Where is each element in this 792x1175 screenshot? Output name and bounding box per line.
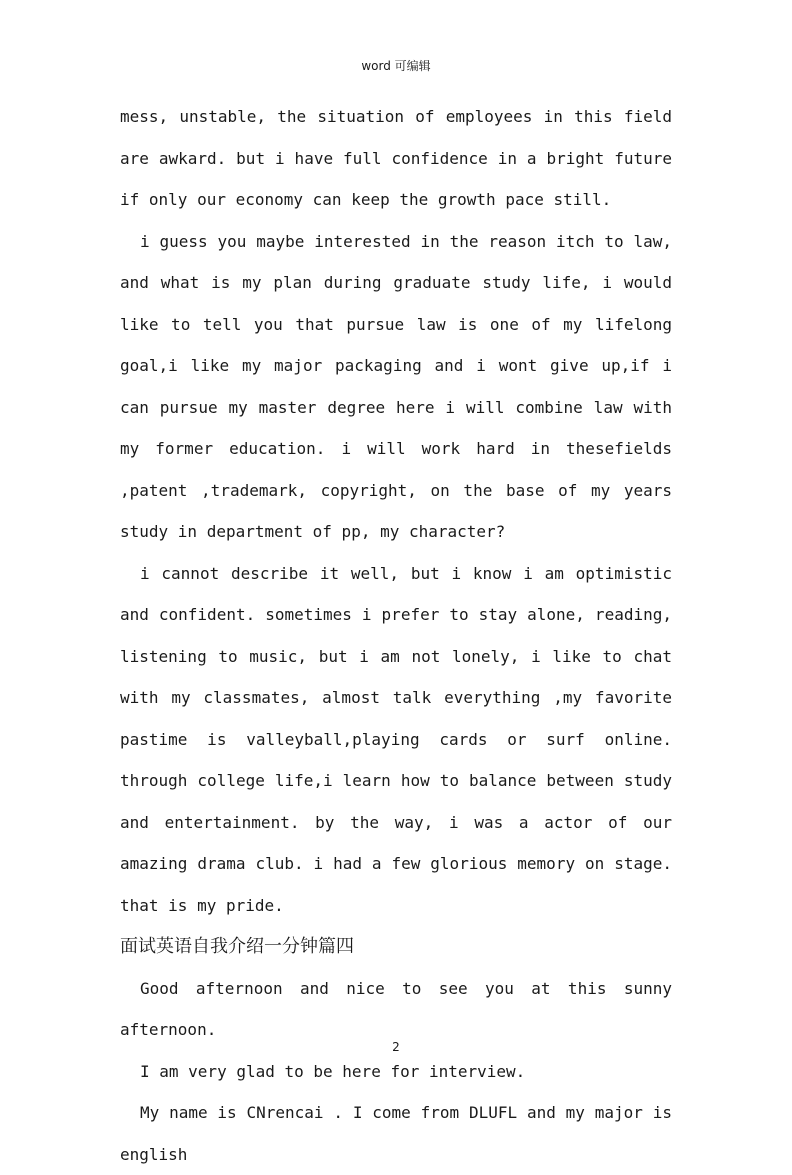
page-number: 2 [392,1040,400,1054]
page-header: word 可编辑 [361,59,431,73]
section-paragraph-1: Good afternoon and nice to see you at this sunny afternoon. [120,978,672,1039]
section-paragraph-3: My name is CNrencai . I come from DLUFL and my major is english [120,1103,672,1164]
paragraph-1: mess, unstable, the situation of employees in this field are awkard. but i have full confidence in a bright future if only our economy can keep the growth pace still. [120,107,672,209]
section-heading: 面试英语自我介绍一分钟篇四 [120,936,354,957]
paragraph-3: i cannot describe it well, but i know i am optimistic and confident. sometimes i prefer to stay alone, reading, listening to music, but i am not lonely, i like to chat with my classmates, almost talk everything ,my favorite pastime is valleyball,playing cards or surf online. through college life,i learn how to balance between study and entertainment. by the way, i was a actor of our amazing drama club. i had a few glorious memory on stage. that is my pride. [120,563,672,915]
paragraph-2: i guess you maybe interested in the reason itch to law, and what is my plan during graduate study life, i would like to tell you that pursue law is one of my lifelong goal,i like my major packaging and i wont give up,if i can pursue my master degree here i will combine law with my former education. i will work hard in thesefields ,patent ,trademark, copyright, on the base of my years study in department of pp, my character? [120,231,672,541]
document-body [120,96,672,1175]
section-paragraph-2: I am very glad to be here for interview. [140,1061,526,1081]
